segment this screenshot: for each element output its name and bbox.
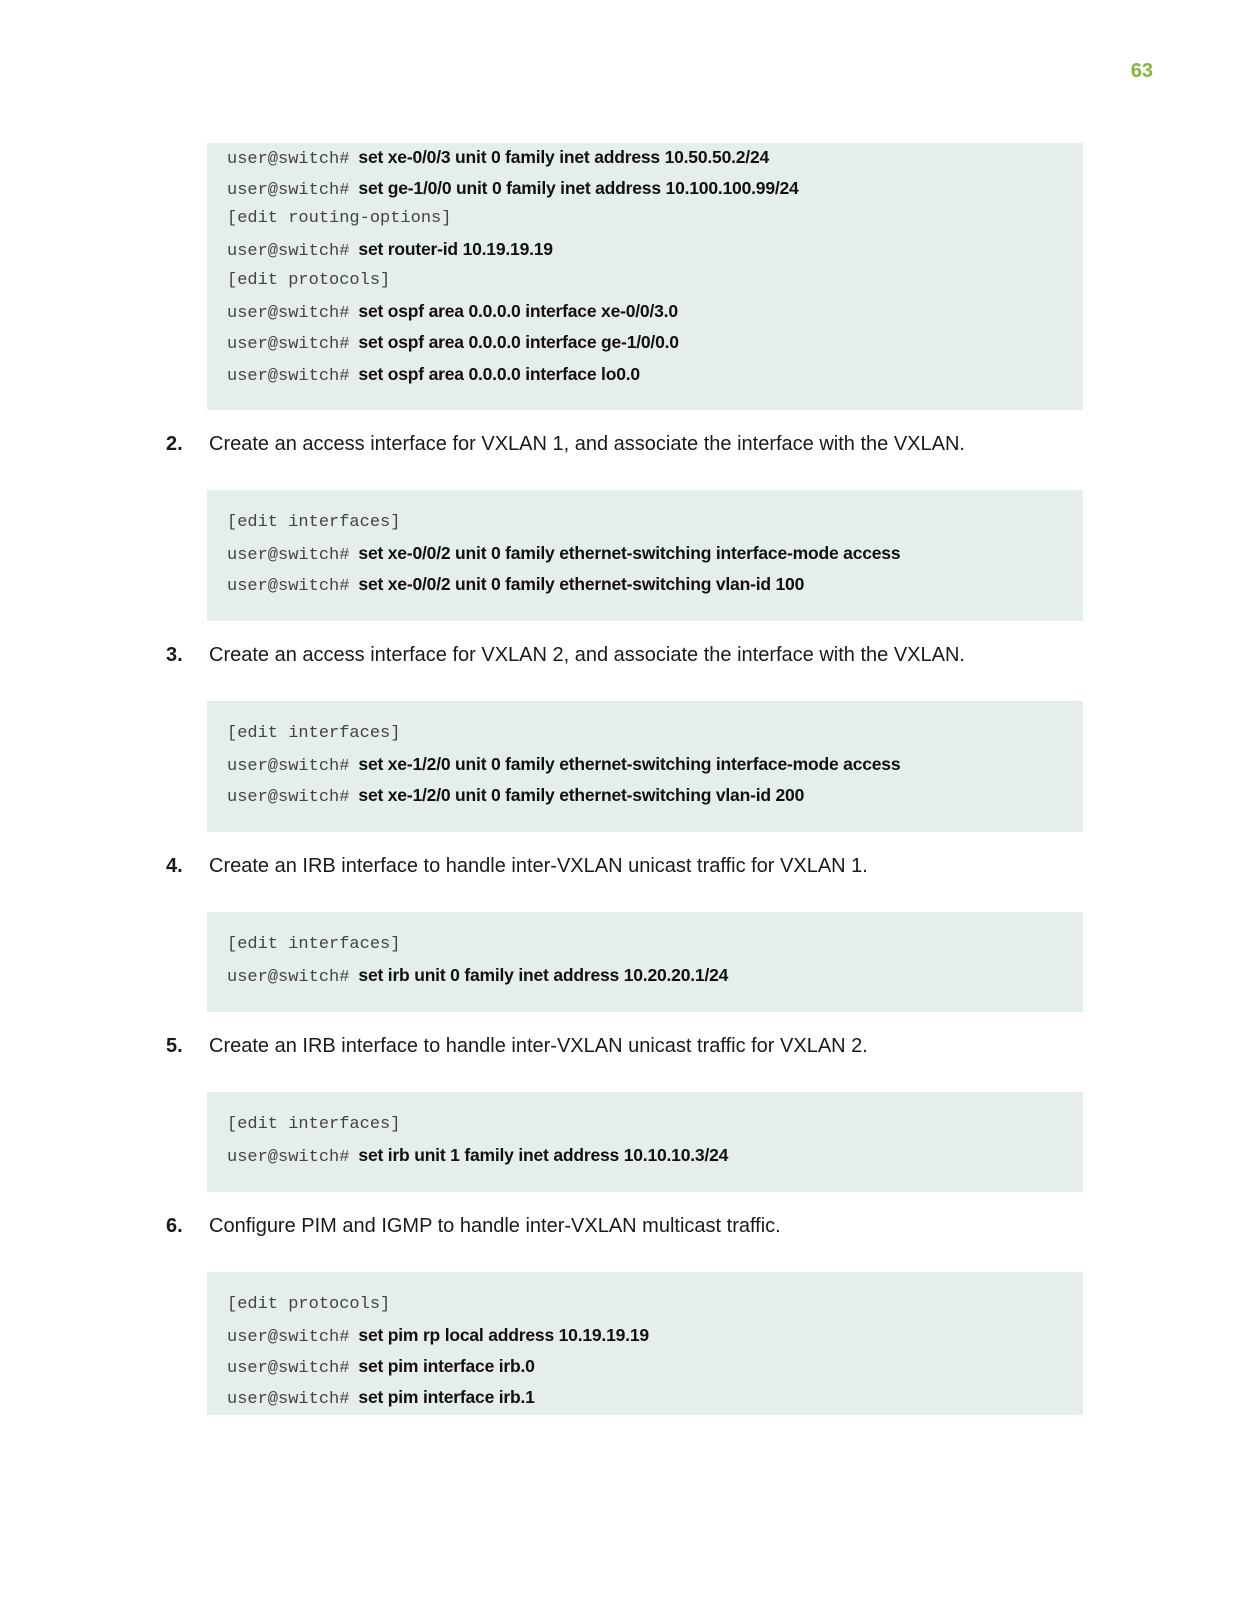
cli-command: set ospf area 0.0.0.0 interface xe-0/0/3.0: [358, 301, 678, 321]
step-6: [166, 1212, 781, 1240]
code-line: [227, 964, 728, 986]
code-line: [227, 177, 799, 199]
cli-command: set router-id 10.19.19.19: [358, 239, 553, 259]
cli-command: set ospf area 0.0.0.0 interface lo0.0: [358, 364, 640, 384]
cli-prompt: user@switch#: [227, 181, 350, 200]
cli-edit-context: [edit interfaces]: [227, 1115, 401, 1134]
cli-command: set ge-1/0/0 unit 0 family inet address 10.100.100.99/24: [358, 178, 799, 198]
cli-prompt: user@switch#: [227, 150, 350, 169]
cli-command: set xe-1/2/0 unit 0 family ethernet-switching interface-mode access: [358, 754, 901, 774]
cli-edit-context: [edit interfaces]: [227, 724, 401, 743]
step-text: Create an IRB interface to handle inter-VXLAN unicast traffic for VXLAN 2.: [209, 1035, 868, 1057]
code-line: [227, 1355, 535, 1377]
step-number: 5.: [166, 1035, 183, 1057]
cli-command: set pim interface irb.0: [358, 1356, 535, 1376]
cli-prompt: user@switch#: [227, 367, 350, 386]
code-line: [227, 269, 390, 291]
cli-edit-context: [edit interfaces]: [227, 935, 401, 954]
step-text: Create an access interface for VXLAN 2, and associate the interface with the VXLAN.: [209, 644, 965, 666]
code-line: [227, 1113, 400, 1135]
code-line: [227, 542, 900, 564]
cli-prompt: user@switch#: [227, 546, 350, 565]
cli-prompt: user@switch#: [227, 788, 350, 807]
code-line: [227, 722, 400, 744]
step-number: 4.: [166, 855, 183, 877]
code-line: [227, 300, 678, 322]
code-line: [227, 933, 400, 955]
code-line: [227, 1293, 390, 1315]
code-line: [227, 1386, 535, 1408]
cli-prompt: user@switch#: [227, 1390, 350, 1409]
cli-edit-context: [edit protocols]: [227, 1295, 391, 1314]
code-block-irb0: [207, 912, 1083, 1012]
code-line: [227, 238, 553, 260]
cli-prompt: user@switch#: [227, 1148, 350, 1167]
cli-command: set irb unit 0 family inet address 10.20.20.1/24: [358, 965, 729, 985]
cli-edit-context: [edit routing-options]: [227, 209, 452, 228]
step-text: Configure PIM and IGMP to handle inter-VXLAN multicast traffic.: [209, 1215, 781, 1237]
code-line: [227, 1144, 728, 1166]
cli-command: set xe-0/0/2 unit 0 family ethernet-switching vlan-id 100: [358, 574, 805, 594]
cli-command: set xe-0/0/2 unit 0 family ethernet-switching interface-mode access: [358, 543, 901, 563]
code-line: [227, 363, 640, 385]
step-2: [166, 430, 965, 458]
code-block-ospf: [207, 143, 1083, 410]
cli-edit-context: [edit protocols]: [227, 271, 391, 290]
code-block-pim: [207, 1272, 1083, 1415]
code-line: [227, 146, 769, 168]
code-line: [227, 784, 804, 806]
code-line: [227, 1324, 649, 1346]
code-block-vxlan2-access: [207, 701, 1083, 832]
cli-command: set irb unit 1 family inet address 10.10.10.3/24: [358, 1145, 729, 1165]
step-text: Create an IRB interface to handle inter-VXLAN unicast traffic for VXLAN 1.: [209, 855, 868, 877]
cli-prompt: user@switch#: [227, 757, 350, 776]
cli-prompt: user@switch#: [227, 1359, 350, 1378]
page-number: 63: [1130, 60, 1153, 82]
step-3: [166, 641, 965, 669]
step-number: 6.: [166, 1215, 183, 1237]
code-line: [227, 573, 804, 595]
cli-prompt: user@switch#: [227, 968, 350, 987]
code-block-irb1: [207, 1092, 1083, 1192]
cli-command: set pim rp local address 10.19.19.19: [358, 1325, 649, 1345]
cli-prompt: user@switch#: [227, 335, 350, 354]
cli-command: set xe-0/0/3 unit 0 family inet address 10.50.50.2/24: [358, 147, 770, 167]
cli-command: set pim interface irb.1: [358, 1387, 535, 1407]
code-line: [227, 207, 451, 229]
step-5: [166, 1032, 868, 1060]
step-text: Create an access interface for VXLAN 1, and associate the interface with the VXLAN.: [209, 433, 965, 455]
cli-command: set ospf area 0.0.0.0 interface ge-1/0/0.0: [358, 332, 679, 352]
cli-prompt: user@switch#: [227, 577, 350, 596]
cli-prompt: user@switch#: [227, 304, 350, 323]
code-block-vxlan1-access: [207, 490, 1083, 621]
step-4: [166, 852, 868, 880]
step-number: 3.: [166, 644, 183, 666]
code-line: [227, 511, 400, 533]
code-line: [227, 753, 900, 775]
cli-edit-context: [edit interfaces]: [227, 513, 401, 532]
cli-prompt: user@switch#: [227, 242, 350, 261]
step-number: 2.: [166, 433, 183, 455]
code-line: [227, 331, 679, 353]
cli-prompt: user@switch#: [227, 1328, 350, 1347]
cli-command: set xe-1/2/0 unit 0 family ethernet-switching vlan-id 200: [358, 785, 805, 805]
